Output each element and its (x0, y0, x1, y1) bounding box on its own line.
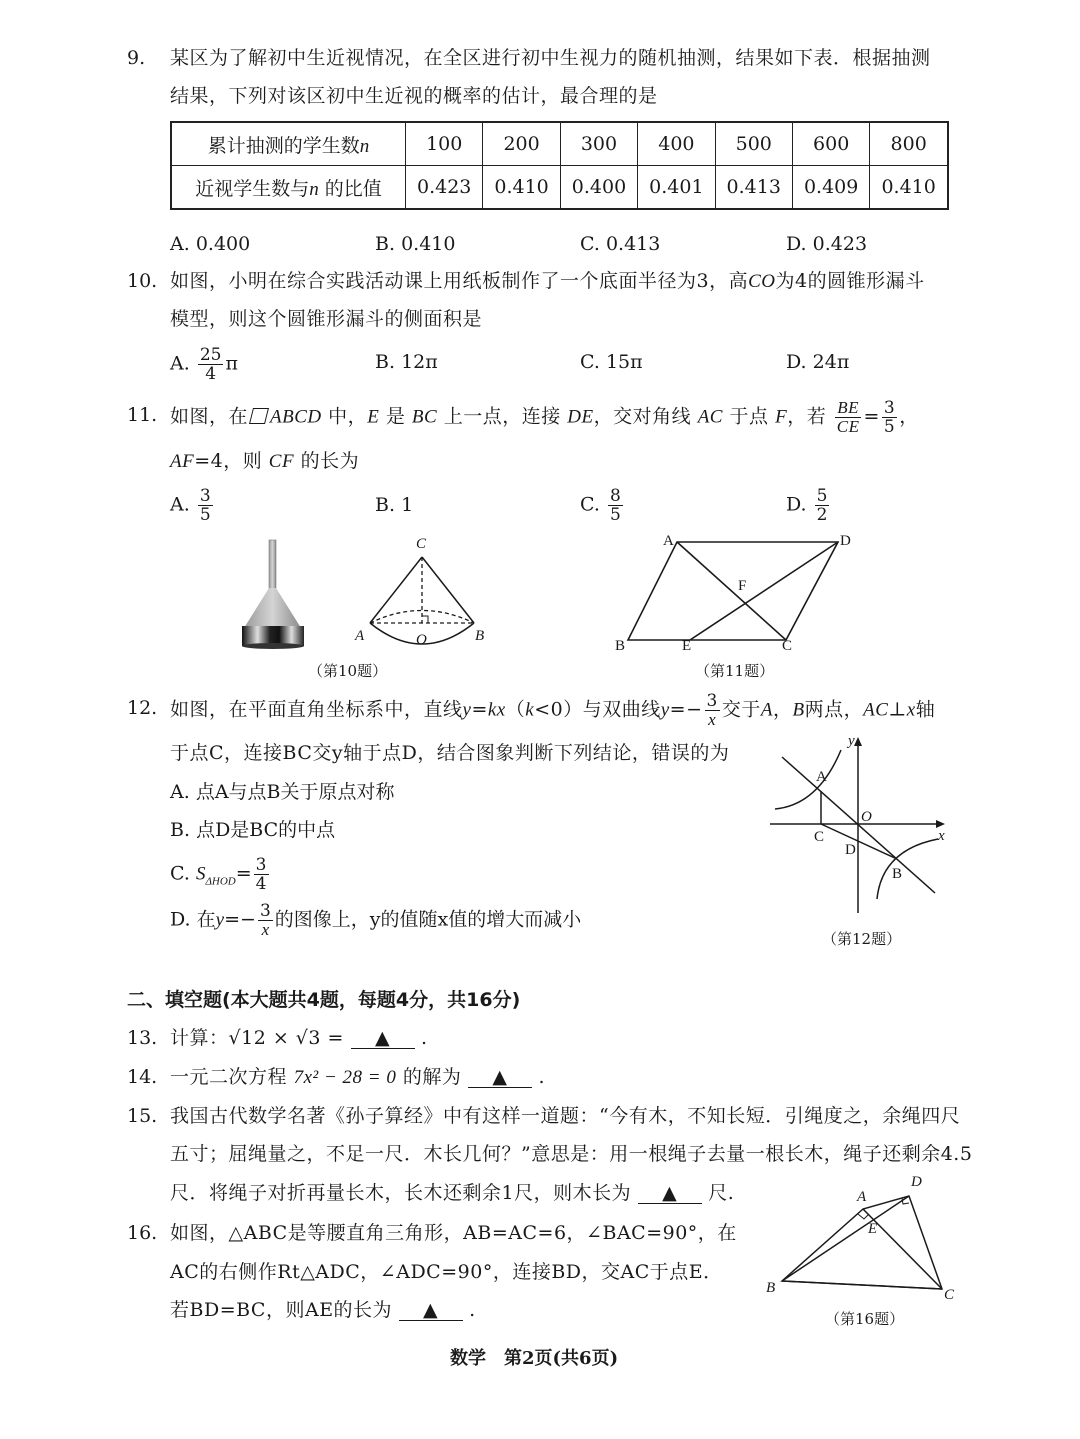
q10-option-d (786, 349, 849, 375)
q10-option-b (375, 349, 438, 375)
stem-text: 如图，在平面直角坐标系中，直线 (170, 698, 463, 721)
table-cell: 0.409 (792, 166, 869, 210)
option-label: B. (375, 494, 396, 516)
stem-text: . (538, 1066, 546, 1088)
fraction-3-5 (882, 399, 897, 436)
label-x: x (938, 828, 945, 844)
q10-option-c (580, 349, 643, 375)
fraction (608, 487, 623, 524)
label-y: y (848, 733, 855, 749)
q15-number: 15. (127, 1105, 158, 1127)
stem-text: 为4的圆锥形漏斗 (775, 270, 925, 292)
label-b: B (475, 628, 485, 644)
q9-option-d (786, 231, 867, 257)
var: AC (863, 699, 889, 721)
stem-text: ，交对角线 (593, 405, 692, 428)
q16-stem-line3 (170, 1297, 476, 1323)
var: y (462, 699, 472, 721)
q12-option-c (170, 856, 271, 894)
label-e: E (682, 638, 692, 654)
stem-text: = (471, 698, 488, 721)
q13-number: 13. (127, 1027, 158, 1049)
table-cell: 0.400 (560, 166, 637, 210)
q9-option-b (375, 231, 455, 257)
var: k (525, 699, 535, 721)
answer-blank[interactable] (468, 1067, 532, 1088)
q12-option-a (170, 779, 395, 805)
q11-option-c (580, 487, 625, 524)
q12-option-d (170, 902, 581, 939)
q11-figure-caption: （第11题） (695, 662, 775, 680)
label-b: B (892, 866, 903, 882)
table-row-ratio (171, 166, 948, 210)
var: A (760, 699, 773, 721)
numerator: 8 (609, 486, 621, 506)
stem-text: 交于 (721, 698, 761, 721)
denominator: 5 (199, 505, 211, 525)
label-a: A (663, 533, 674, 549)
q10-funnel-image (238, 540, 308, 650)
answer-blank[interactable] (638, 1183, 702, 1204)
q10-stem-line2: 模型，则这个圆锥形漏斗的侧面积是 (170, 308, 483, 330)
stem-text: =− (669, 698, 703, 721)
numerator: 5 (816, 486, 828, 506)
area-symbol: S (195, 863, 206, 885)
fraction (258, 902, 273, 939)
denominator: x (261, 920, 270, 939)
option-value: 1 (401, 494, 414, 516)
option-label: C. (580, 233, 600, 255)
expression: √12 × √3 = (228, 1027, 344, 1049)
stem-text: 计算： (170, 1027, 229, 1049)
q9-option-a (170, 231, 250, 257)
option-value: 0.400 (195, 233, 251, 255)
header-text: 近视学生数与 (195, 177, 310, 200)
q16-stem-line2: AC的右侧作Rt△ADC，∠ADC=90°，连接BD，交AC于点E． (170, 1261, 723, 1283)
answer-blank[interactable] (399, 1300, 463, 1321)
header-text: 累计抽测的学生数 (207, 134, 360, 157)
var: E (367, 406, 380, 428)
fraction (705, 692, 720, 729)
label-d: D (845, 842, 856, 858)
label-c: C (416, 536, 427, 552)
area-subscript: ΔHOD (205, 875, 236, 888)
numerator: BE (835, 399, 862, 418)
option-value: 24π (812, 351, 850, 373)
numerator: 3 (883, 398, 896, 418)
equals: = (235, 862, 252, 885)
stem-text: 如图，小明在综合实践活动课上用纸板制作了一个底面半径为3，高 (170, 270, 749, 292)
stem-text: 如图，在 (170, 405, 249, 428)
stem-text: . (421, 1027, 428, 1049)
option-label: B. (170, 819, 191, 841)
q11-option-a (170, 487, 215, 524)
option-label: A. (170, 352, 190, 375)
option-label: C. (170, 862, 190, 885)
stem-text: 中， (328, 405, 368, 428)
label-d: D (911, 1174, 922, 1190)
stem-text: （ (505, 698, 526, 721)
label-o: O (416, 632, 427, 648)
q10-cone-diagram (355, 530, 495, 650)
q15-stem-line2: 五寸；屈绳量之，不足一尺．木长几何？”意思是：用一根绳子去量一根长木，绳子还剩余4.5 (170, 1143, 973, 1165)
section-2-title: 二、填空题(本大题共4题，每题4分，共16分) (127, 989, 521, 1011)
q11-parallelogram-diagram (610, 530, 860, 660)
q12-number: 12. (127, 697, 158, 719)
q9-option-c (580, 231, 660, 257)
q9-stem-line2: 结果，下列对该区初中生近视的概率的估计，最合理的是 (170, 85, 658, 107)
denominator: 5 (609, 505, 621, 525)
q10-option-a (170, 346, 238, 383)
option-label: D. (170, 908, 191, 931)
q15-stem-line1: 我国古代数学名著《孙子算经》中有这样一道题：“今有木，不知长短．引绳度之，余绳四尺 (170, 1105, 961, 1127)
option-text: 点D是BC的中点 (196, 819, 336, 841)
var-n: n (309, 178, 319, 200)
table-cell: 400 (638, 122, 715, 166)
q11-option-b (375, 492, 413, 518)
q13-stem (170, 1025, 428, 1051)
header-text: 的比值 (324, 177, 382, 200)
option-label: A. (170, 781, 190, 803)
table-cell: 500 (715, 122, 792, 166)
q15-stem-line3 (170, 1180, 734, 1206)
denominator: 4 (205, 364, 217, 384)
fraction (254, 856, 269, 893)
option-label: B. (375, 351, 396, 373)
table-row-sample-size (171, 122, 948, 166)
var: CF (268, 451, 295, 472)
q14-number: 14. (127, 1066, 158, 1088)
table-header-ratio (171, 166, 406, 210)
stem-text: 一元二次方程 (170, 1066, 288, 1088)
table-header-sample-size (171, 122, 406, 166)
var: DE (567, 406, 594, 428)
label-b: B (615, 638, 626, 654)
table-cell: 0.423 (406, 166, 483, 210)
fraction-be-ce (835, 399, 862, 436)
option-label: D. (786, 233, 807, 255)
stem-text: 的解为 (402, 1066, 462, 1088)
var-co: CO (748, 271, 776, 292)
q10-number: 10. (127, 270, 158, 292)
q12-figure-caption: （第12题） (822, 930, 902, 948)
label-d: D (840, 533, 851, 549)
stem-text: 是 (385, 405, 406, 428)
q9-data-table (170, 121, 949, 210)
option-label: D. (786, 351, 807, 373)
label-o: O (861, 809, 872, 825)
fraction (815, 487, 830, 524)
blank-marker-icon: ▲ (662, 1182, 678, 1204)
stem-text: ， (899, 405, 919, 428)
q10-stem-line1 (170, 268, 925, 295)
q11-stem-line2 (170, 448, 359, 475)
label-f: F (738, 578, 747, 594)
page-footer: 数学 第2页(共6页) (450, 1348, 619, 1369)
label-c: C (944, 1287, 955, 1303)
table-cell: 0.413 (715, 166, 792, 210)
option-value: 15π (605, 351, 643, 373)
stem-text: <0）与双曲线 (534, 698, 661, 721)
q12-stem-line2: 于点C，连接BC交y轴于点D，结合图象判断下列结论，错误的为 (170, 742, 730, 764)
q9-number: 9. (127, 47, 146, 69)
denominator: 4 (255, 874, 267, 894)
var: y (215, 909, 225, 931)
equals: =− (224, 908, 256, 931)
var: F (775, 406, 788, 428)
stem-text: ，若 (787, 405, 827, 428)
var: ABCD (270, 406, 322, 428)
option-label: D. (786, 493, 807, 516)
label-a: A (355, 628, 365, 644)
label-c: C (782, 638, 793, 654)
stem-text: 于点 (729, 405, 769, 428)
table-cell: 600 (792, 122, 869, 166)
q11-number: 11. (127, 404, 158, 426)
option-label: A. (170, 493, 190, 516)
fraction (198, 346, 224, 383)
blank-marker-icon: ▲ (492, 1066, 508, 1088)
stem-text: 尺．将绳子对折再量长木，长木还剩余1尺，则木长为 (170, 1182, 632, 1204)
q16-number: 16. (127, 1222, 158, 1244)
option-label: C. (580, 493, 600, 516)
q12-option-b (170, 817, 335, 843)
q16-stem-line1: 如图，△ABC是等腰直角三角形，AB=AC=6，∠BAC=90°，在 (170, 1222, 737, 1244)
stem-text: =4，则 (194, 450, 263, 472)
numerator: 3 (259, 901, 271, 921)
answer-blank[interactable] (351, 1028, 415, 1049)
q12-stem-line1 (170, 692, 935, 729)
var: BC (411, 406, 438, 428)
option-text: 在 (196, 908, 216, 931)
numerator: 25 (199, 345, 222, 365)
stem-text: 轴 (915, 698, 936, 721)
stem-text: ， (772, 698, 793, 721)
numerator: 3 (255, 855, 267, 875)
option-value: 0.423 (812, 233, 868, 255)
blank-marker-icon: ▲ (374, 1027, 391, 1049)
stem-text: 上一点，连接 (443, 405, 561, 428)
stem-text: 若BD=BC，则AE的长为 (170, 1299, 393, 1321)
table-cell: 100 (406, 122, 483, 166)
blank-marker-icon: ▲ (423, 1299, 439, 1321)
parallelogram-icon (249, 408, 269, 424)
option-label: B. (375, 233, 396, 255)
perp-symbol: ⊥ (888, 698, 907, 721)
q12-coordinate-diagram (760, 725, 980, 925)
denominator: x (708, 710, 717, 729)
table-cell: 0.410 (483, 166, 560, 210)
table-cell: 0.401 (638, 166, 715, 210)
q16-triangle-diagram (760, 1170, 980, 1303)
stem-text: 的长为 (300, 450, 360, 472)
equals: = (863, 405, 880, 428)
option-value: 0.410 (401, 233, 456, 255)
q11-stem-line1 (170, 399, 919, 436)
table-cell: 0.410 (870, 166, 948, 210)
stem-text: 尺. (708, 1182, 735, 1204)
stem-text: . (469, 1299, 476, 1321)
q10-figure-caption: （第10题） (308, 662, 388, 680)
fraction (198, 487, 213, 524)
equation: 7x² − 28 = 0 (293, 1067, 397, 1088)
table-cell: 300 (560, 122, 637, 166)
var: y (660, 699, 670, 721)
label-b: B (766, 1280, 776, 1296)
option-text: 的图像上，y的值随x值的增大而减小 (274, 908, 582, 931)
option-label: C. (580, 351, 600, 373)
label-a: A (857, 1189, 867, 1205)
var: kx (487, 699, 506, 721)
label-e: E (868, 1221, 878, 1237)
q16-figure-caption: （第16题） (825, 1310, 905, 1328)
table-cell: 200 (483, 122, 560, 166)
table-cell: 800 (870, 122, 948, 166)
q11-option-d (786, 487, 831, 524)
denominator: CE (836, 417, 860, 436)
numerator: 3 (706, 691, 718, 711)
label-c: C (814, 829, 825, 845)
label-a: A (816, 769, 827, 785)
stem-text: 两点， (804, 698, 864, 721)
option-value: 0.413 (605, 233, 661, 255)
var: B (792, 699, 805, 721)
option-text: 点A与点B关于原点对称 (195, 781, 395, 803)
denominator: 5 (883, 417, 896, 437)
option-value: 12π (401, 351, 438, 373)
numerator: 3 (199, 486, 211, 506)
q14-stem (170, 1064, 545, 1091)
var-n: n (359, 135, 370, 157)
var: x (906, 699, 916, 721)
q9-stem-line1: 某区为了解初中生近视情况，在全区进行初中生视力的随机抽测，结果如下表．根据抽测 (170, 47, 931, 69)
pi-symbol: π (225, 352, 238, 375)
denominator: 2 (816, 505, 828, 525)
var: AC (697, 406, 723, 428)
option-label: A. (170, 233, 190, 255)
var: AF (170, 451, 195, 472)
